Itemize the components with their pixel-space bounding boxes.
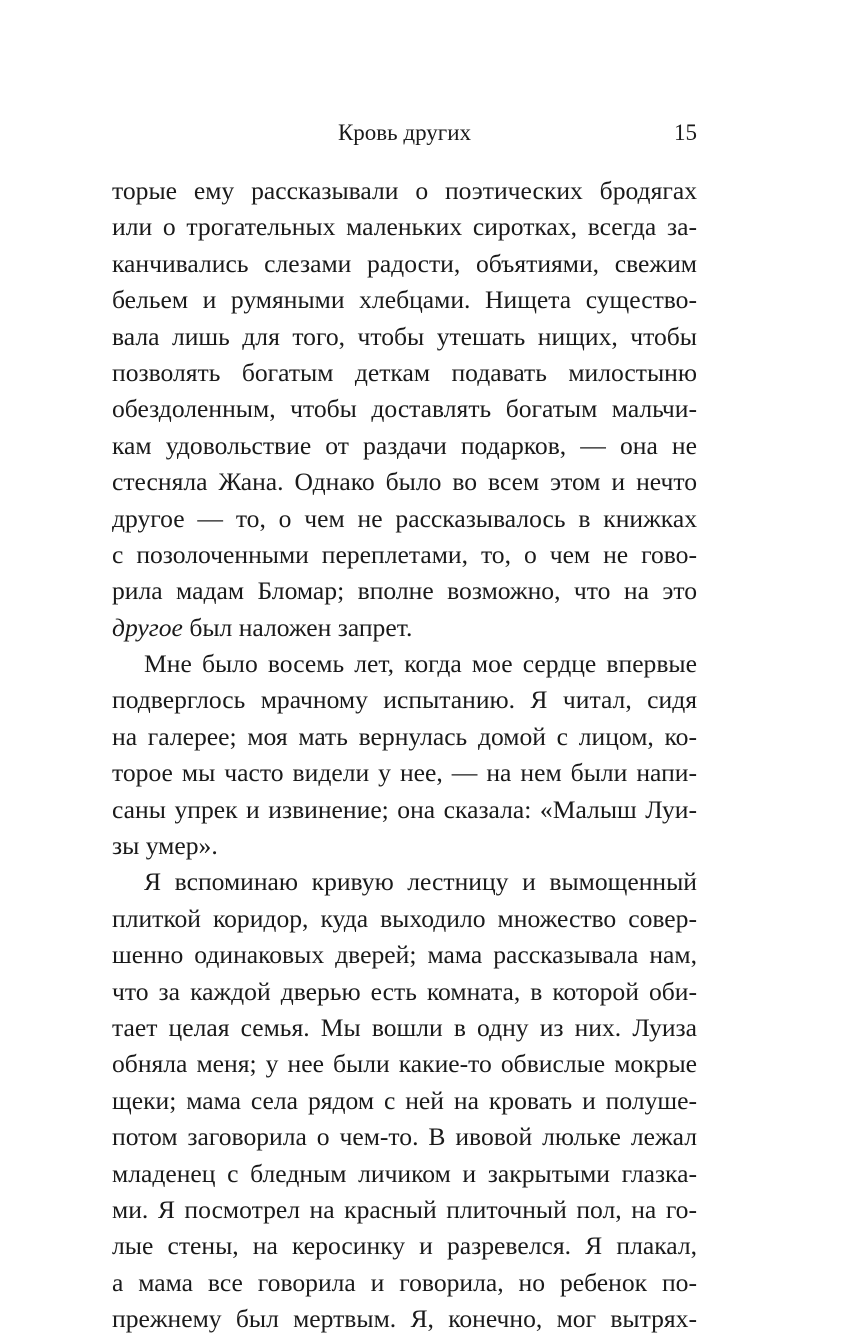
text-line: ми. Я посмотрел на красный плиточный пол, на го- [112, 1194, 697, 1224]
paragraph-start-line: Мне было восемь лет, когда мое сердце впервые [144, 649, 697, 679]
text-line: младенец с бледным личиком и закрытыми глазка- [112, 1158, 697, 1188]
text-line: канчивались слезами радости, объятиями, свежим [112, 248, 697, 278]
text-line: зы умер». [112, 831, 218, 861]
text-line: потом заговорила о чем-то. В ивовой люльке лежал [112, 1122, 697, 1152]
text-line: тает целая семья. Мы вошли в одну из них. Луиза [112, 1012, 697, 1042]
body-text [112, 173, 697, 1338]
text-line: или о трогательных маленьких сиротках, всегда за- [112, 212, 697, 242]
text-line: что за каждой дверью есть комната, в которой оби- [112, 976, 697, 1006]
text-line: рила мадам Бломар; вполне возможно, что на это [112, 576, 697, 606]
text-line: плиткой коридор, куда выходило множество совер- [112, 903, 697, 933]
text-line: обняла меня; у нее были какие-то обвислые мокрые [112, 1049, 697, 1079]
running-title: Кровь других [337, 120, 472, 145]
text-line: а мама все говорила и говорила, но ребенок по- [112, 1267, 697, 1297]
text-line: другое — то, о чем не рассказывалось в книжках [112, 503, 697, 533]
running-head [112, 116, 697, 150]
text-line: торые ему рассказывали о поэтических бродягах [112, 176, 697, 205]
paragraph-start-line: Я вспоминаю кривую лестницу и вымощенный [144, 867, 697, 897]
text-line: шенно одинаковых дверей; мама рассказывала нам, [112, 940, 697, 970]
text-line: торое мы часто видели у нее, — на нем были напи- [112, 758, 697, 788]
page-number: 15 [674, 120, 697, 145]
text-line: подверглось мрачному испытанию. Я читал, сидя [112, 685, 697, 715]
text-line: прежнему был мертвым. Я, конечно, мог вытрях- [112, 1304, 697, 1334]
text-line: обездоленным, чтобы доставлять богатым мальчи- [112, 394, 697, 424]
text-line: вала лишь для того, чтобы утешать нищих, чтобы [112, 321, 697, 351]
text-line: кам удовольствие от раздачи подарков, — она не [112, 430, 697, 460]
text-line: бельем и румяными хлебцами. Нищета существо- [112, 285, 697, 315]
text-line: стесняла Жана. Однако было во всем этом и нечто [112, 467, 697, 497]
text-line: щеки; мама села рядом с ней на кровать и полуше- [112, 1085, 697, 1115]
text-line: лые стены, на керосинку и разревелся. Я плакал, [112, 1231, 697, 1261]
text-line: с позолоченными переплетами, то, о чем не гово- [112, 539, 697, 569]
text-line-rest: был наложен запрет. [189, 612, 413, 642]
italic-word: другое [112, 612, 183, 642]
text-line: на галерее; моя мать вернулась домой с лицом, ко- [112, 721, 697, 751]
text-line: саны упрек и извинение; она сказала: «Малыш Луи- [112, 794, 697, 824]
text-line-with-italic [112, 610, 697, 646]
text-line: позволять богатым деткам подавать милостыню [112, 357, 697, 387]
